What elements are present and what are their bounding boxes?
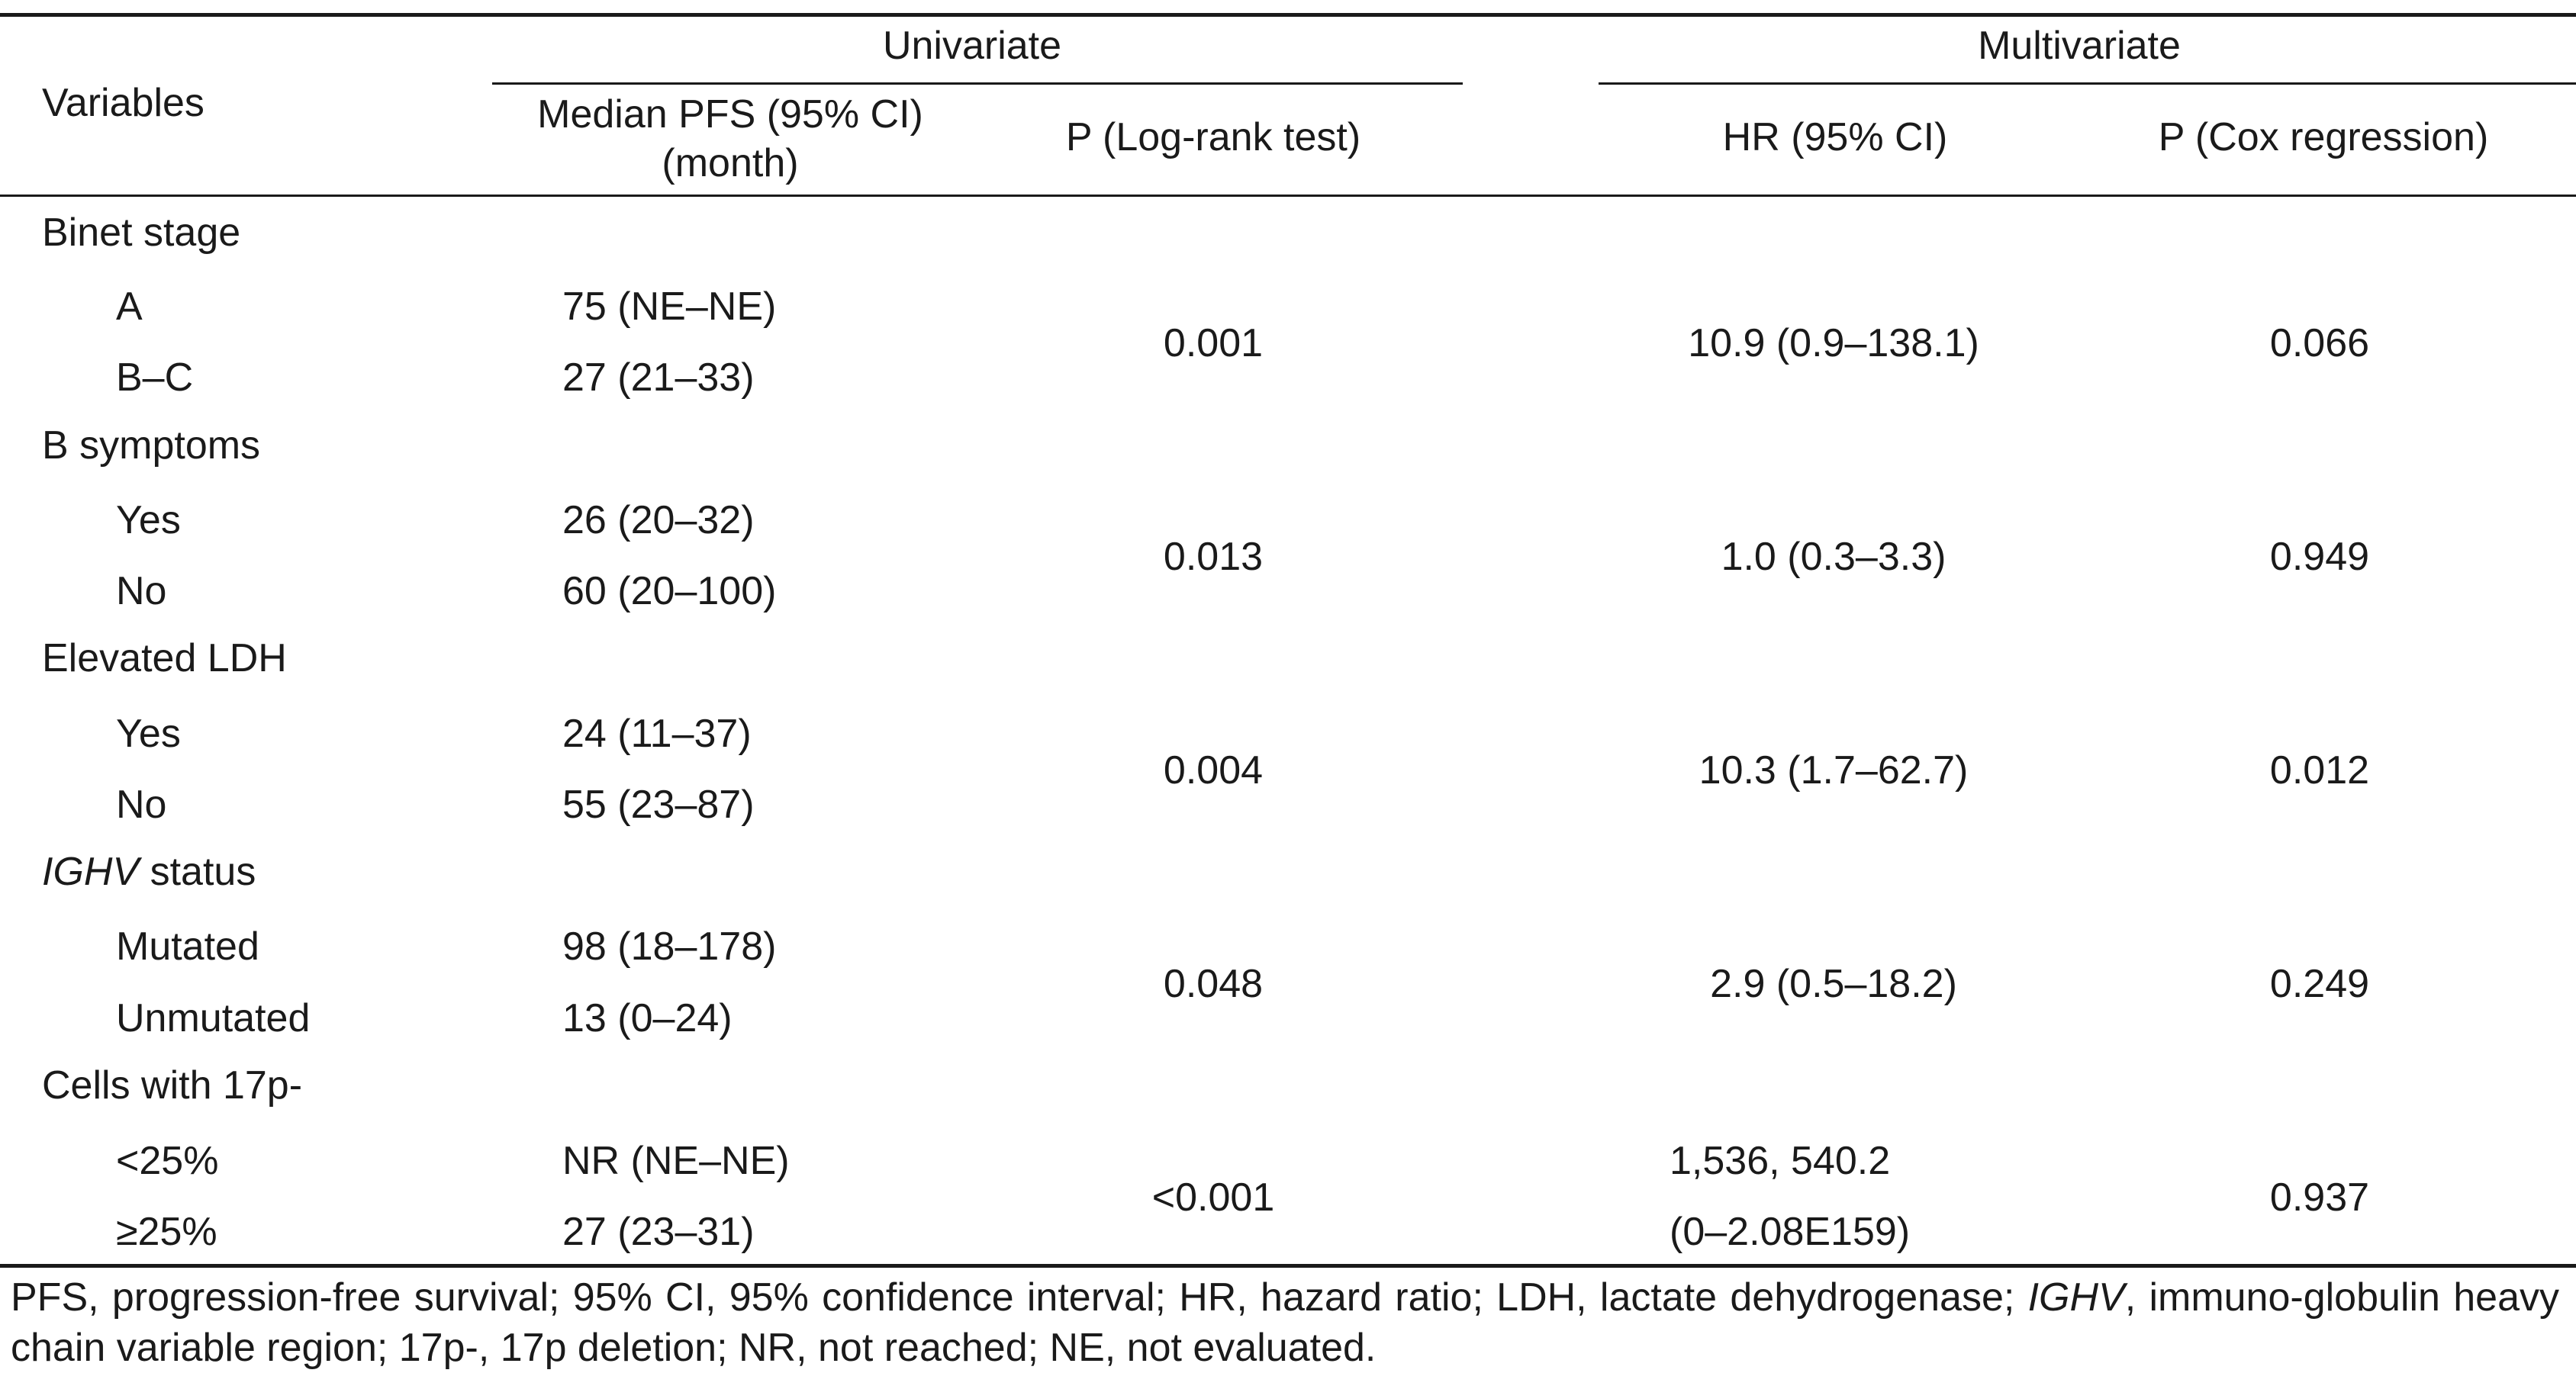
header-median-pfs-line1: Median PFS (95% CI) bbox=[537, 92, 923, 137]
footnote-part2: , immuno-globulin heavy chain variable region; 17p-, 17p deletion; NR, not reached; NE, not evaluated. bbox=[11, 1275, 2559, 1370]
group-label-italic: IGHV bbox=[42, 850, 140, 894]
header-univariate: Univariate bbox=[882, 24, 1062, 68]
p-logrank-value: 0.048 bbox=[1163, 962, 1264, 1006]
header-p-logrank: P (Log-rank test) bbox=[1065, 115, 1361, 159]
level-label: A bbox=[116, 285, 143, 329]
bottom-rule bbox=[0, 1264, 2576, 1268]
hr-value-line2: (0–2.08E159) bbox=[1670, 1210, 1911, 1254]
level-label: Mutated bbox=[116, 924, 259, 969]
header-variables: Variables bbox=[42, 81, 204, 125]
level-label: B–C bbox=[116, 355, 194, 400]
median-pfs-value: 26 (20–32) bbox=[562, 498, 755, 542]
level-label: Unmutated bbox=[116, 996, 311, 1040]
p-logrank-value: <0.001 bbox=[1151, 1175, 1275, 1220]
group-label: Binet stage bbox=[42, 211, 241, 255]
median-pfs-value: 98 (18–178) bbox=[562, 924, 777, 969]
hr-value: 10.9 (0.9–138.1) bbox=[1688, 321, 1979, 365]
p-logrank-value: 0.004 bbox=[1163, 748, 1264, 793]
hr-value-line1: 1,536, 540.2 bbox=[1670, 1139, 1891, 1183]
p-cox-value: 0.937 bbox=[2269, 1175, 2370, 1220]
median-pfs-value: 24 (11–37) bbox=[562, 712, 752, 756]
header-bottom-rule bbox=[0, 195, 2576, 197]
multivariate-rule bbox=[1599, 82, 2576, 85]
level-label: Yes bbox=[116, 498, 181, 542]
level-label: No bbox=[116, 569, 167, 613]
level-label: ≥25% bbox=[116, 1210, 217, 1254]
hr-value: 10.3 (1.7–62.7) bbox=[1699, 748, 1969, 793]
header-p-cox: P (Cox regression) bbox=[2158, 115, 2489, 159]
hr-value: 1.0 (0.3–3.3) bbox=[1721, 535, 1946, 579]
hr-value: 2.9 (0.5–18.2) bbox=[1710, 962, 1957, 1006]
footnote-italic: IGHV bbox=[2027, 1275, 2125, 1320]
top-rule bbox=[0, 13, 2576, 17]
group-label-rest: status bbox=[139, 850, 256, 894]
p-cox-value: 0.066 bbox=[2269, 321, 2370, 365]
median-pfs-value: 13 (0–24) bbox=[562, 996, 733, 1040]
univariate-rule bbox=[492, 82, 1463, 85]
median-pfs-value: 75 (NE–NE) bbox=[562, 285, 777, 329]
level-label: Yes bbox=[116, 712, 181, 756]
header-hr: HR (95% CI) bbox=[1722, 115, 1948, 159]
p-cox-value: 0.012 bbox=[2269, 748, 2370, 793]
table-footnote bbox=[11, 1272, 2559, 1373]
median-pfs-value: 27 (23–31) bbox=[562, 1210, 755, 1254]
p-cox-value: 0.249 bbox=[2269, 962, 2370, 1006]
p-logrank-value: 0.013 bbox=[1163, 535, 1264, 579]
p-cox-value: 0.949 bbox=[2269, 535, 2370, 579]
group-label: Elevated LDH bbox=[42, 636, 287, 680]
header-median-pfs-line2: (month) bbox=[662, 141, 799, 185]
group-label bbox=[42, 849, 256, 895]
level-label: <25% bbox=[116, 1139, 219, 1183]
median-pfs-value: NR (NE–NE) bbox=[562, 1139, 790, 1183]
header-multivariate: Multivariate bbox=[1978, 24, 2181, 68]
median-pfs-value: 55 (23–87) bbox=[562, 783, 755, 827]
footnote-part1: PFS, progression-free survival; 95% CI, 95% confidence interval; HR, hazard ratio; LDH, lactate dehydrogenase; bbox=[11, 1275, 2028, 1320]
group-label: B symptoms bbox=[42, 423, 261, 468]
group-label: Cells with 17p- bbox=[42, 1063, 303, 1108]
median-pfs-value: 60 (20–100) bbox=[562, 569, 777, 613]
p-logrank-value: 0.001 bbox=[1163, 321, 1264, 365]
header-median-pfs bbox=[486, 90, 974, 188]
level-label: No bbox=[116, 783, 167, 827]
median-pfs-value: 27 (21–33) bbox=[562, 355, 755, 400]
